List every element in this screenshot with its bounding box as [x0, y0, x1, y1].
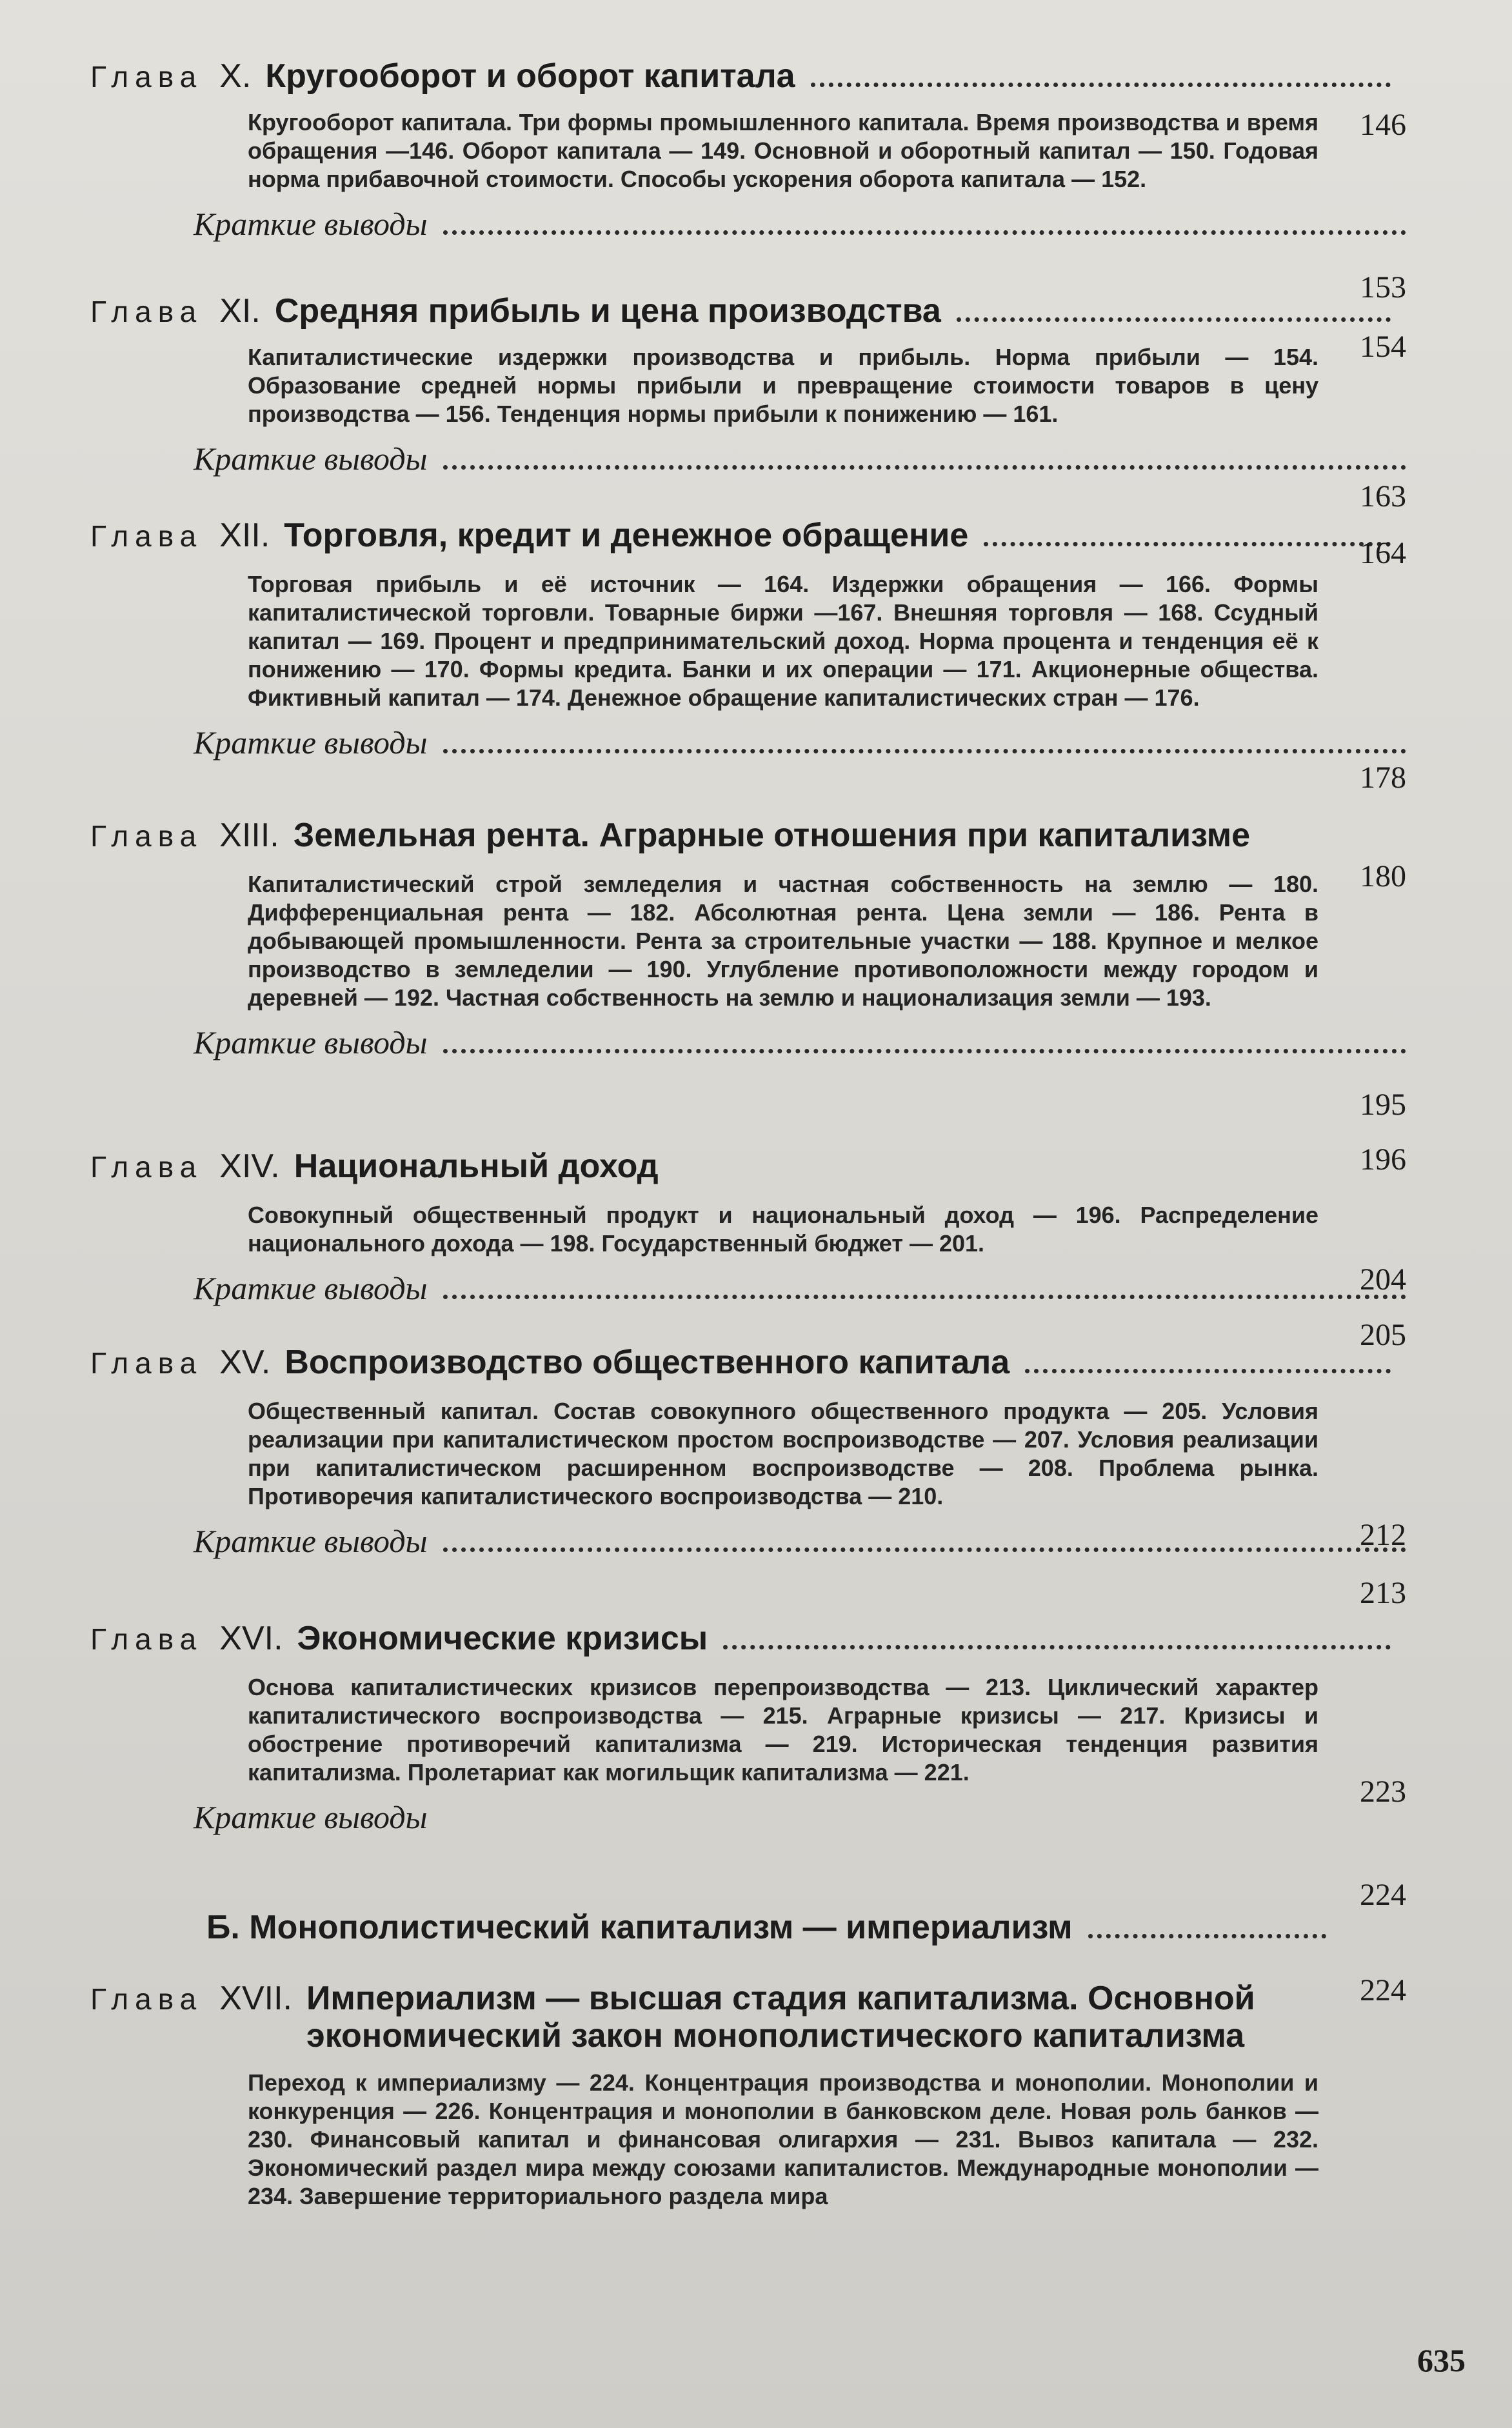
- page-number: 223: [1360, 1775, 1406, 1809]
- page-folio: 635: [1417, 2342, 1466, 2378]
- leader-dots: [723, 1645, 1391, 1649]
- chapter-10: [90, 57, 1406, 304]
- chapter-title: Средняя прибыль и цена производства: [274, 292, 941, 330]
- page-number: 146: [1360, 108, 1406, 142]
- page-number: 204: [1360, 1262, 1406, 1297]
- leader-dots: [443, 1295, 1407, 1299]
- leader-dots: [957, 317, 1391, 322]
- page-number: 224: [1360, 1973, 1406, 2007]
- chapter-word: Глава: [90, 1982, 203, 2016]
- chapter-heading: [90, 57, 1406, 95]
- leader-dots: [443, 1824, 1407, 1828]
- chapter-16: [90, 1619, 1406, 1912]
- leader-dots: [984, 542, 1391, 546]
- chapter-heading: [90, 516, 1406, 555]
- page-number: 178: [1360, 761, 1406, 795]
- brief-conclusions: [194, 1798, 1406, 1836]
- leader-dots: [1025, 1369, 1391, 1373]
- brief-label: Краткие выводы: [194, 1523, 428, 1559]
- chapter-word: Глава: [90, 1622, 203, 1656]
- leader-dots: [443, 1049, 1407, 1053]
- page-number: 154: [1360, 330, 1406, 364]
- chapter-17: [90, 1979, 1406, 2211]
- chapter-number: XI.: [219, 292, 261, 330]
- brief-conclusions: [194, 724, 1406, 761]
- chapter-heading: [90, 1343, 1406, 1382]
- chapter-15: [90, 1318, 1406, 1610]
- leader-dots: [1088, 1934, 1326, 1938]
- brief-label: Краткие выводы: [194, 724, 428, 761]
- page-number: 153: [1360, 270, 1406, 304]
- chapter-summary: Общественный капитал. Состав совокупного общественного продукта — 205. Условия реализации при капиталистическом простом воспроизводстве — 207. Условия реализации при капиталистическом расширенном воспроизводстве — 208. Проблема рынка. Противоречия капиталистического воспроизводства — 210.: [248, 1398, 1318, 1509]
- page-number: 213: [1360, 1576, 1406, 1610]
- page-number: 196: [1360, 1142, 1406, 1177]
- chapter-title: Национальный доход: [293, 1148, 659, 1185]
- chapter-heading: [90, 816, 1406, 855]
- chapter-number: X.: [219, 57, 252, 95]
- chapter-title: Империализм — высшая стадия капитализма. Основной экономический закон монополистического капитализма: [306, 1980, 1255, 2055]
- brief-label: Краткие выводы: [194, 1024, 428, 1060]
- chapter-12: [90, 516, 1406, 795]
- chapter-13: [90, 816, 1406, 1122]
- leader-dots: [674, 1173, 1391, 1177]
- page-number: 205: [1360, 1318, 1406, 1352]
- chapter-11: [90, 292, 1406, 513]
- chapter-14: [90, 1142, 1406, 1307]
- chapter-heading: [90, 1619, 1406, 1658]
- chapter-word: Глава: [90, 60, 203, 94]
- leader-dots: [443, 230, 1407, 235]
- chapter-word: Глава: [90, 819, 203, 853]
- chapter-word: Глава: [90, 519, 203, 553]
- chapter-title: Торговля, кредит и денежное обращение: [284, 517, 969, 554]
- brief-label: Краткие выводы: [194, 206, 428, 242]
- chapter-summary: Торговая прибыль и её источник — 164. Издержки обращения — 166. Формы капиталистической торговли. Товарные биржи —167. Внешняя торговля — 168. Ссудный капитал — 169. Процент и предпринимательский доход. Норма процента и тенденция её к понижению — 170. Формы кредита. Банки и их операции — 171. Акционерные общества. Фиктивный капитал — 174. Денежное обращение капиталистических стран — 176.: [248, 571, 1318, 711]
- part-b-heading: [206, 1908, 1342, 1947]
- chapter-summary: Переход к империализму — 224. Концентрация производства и монополии. Монополии и конкуренция — 226. Концентрация и монополии в банковском деле. Новая роль банков — 230. Финансовый капитал и финансовая олигархия — 231. Вывоз капитала — 232. Экономический раздел мира между союзами капиталистов. Международные монополии — 234. Завершение территориального раздела мира: [248, 2069, 1318, 2209]
- chapter-number: XV.: [219, 1344, 271, 1381]
- chapter-summary: Основа капиталистических кризисов перепроизводства — 213. Циклический характер капиталистического воспроизводства — 215. Аграрные кризисы — 217. Кризисы и обострение противоречий капитализма — 219. Историческая тенденция развития капитализма. Пролетариат как могильщик капитализма — 221.: [248, 1674, 1318, 1786]
- brief-conclusions: [194, 205, 1406, 243]
- leader-dots: [811, 83, 1391, 87]
- page-number: 180: [1360, 859, 1406, 893]
- leader-dots: [443, 465, 1407, 470]
- chapter-word: Глава: [90, 1346, 203, 1380]
- brief-label: Краткие выводы: [194, 1270, 428, 1306]
- page-number: 195: [1360, 1088, 1406, 1122]
- chapter-title: Экономические кризисы: [297, 1620, 708, 1657]
- chapter-summary: Кругооборот капитала. Три формы промышленного капитала. Время производства и время обращения —146. Оборот капитала — 149. Основной и оборотный капитал — 150. Годовая норма прибавочной стоимости. Способы ускорения оборота капитала — 152.: [248, 109, 1318, 192]
- page-number: 163: [1360, 479, 1406, 513]
- part-b-title: Б. Монополистический капитализм — империализм: [206, 1909, 1073, 1946]
- brief-conclusions: [194, 440, 1406, 477]
- chapter-title: Земельная рента. Аграрные отношения при капитализме: [293, 817, 1251, 854]
- leader-dots: [443, 749, 1407, 753]
- brief-label: Краткие выводы: [194, 1799, 428, 1835]
- chapter-word: Глава: [90, 295, 203, 328]
- chapter-summary: Капиталистический строй земледелия и частная собственность на землю — 180. Дифференциальная рента — 182. Абсолютная рента. Цена земли — 186. Рента в добывающей промышленности. Рента за строительные участки — 188. Крупное и мелкое производство в земледелии — 190. Углубление противоположности между городом и деревней — 192. Частная собственность на землю и национализация земли — 193.: [248, 871, 1318, 1011]
- brief-label: Краткие выводы: [194, 441, 428, 477]
- brief-conclusions: [194, 1024, 1406, 1061]
- page-number: 164: [1360, 536, 1406, 570]
- chapter-number: XVI.: [219, 1620, 283, 1657]
- brief-conclusions: [194, 1522, 1406, 1560]
- chapter-title: Воспроизводство общественного капитала: [284, 1344, 1010, 1381]
- chapter-heading: [90, 1147, 1406, 1186]
- chapter-number: XIV.: [219, 1148, 280, 1185]
- page-number: 212: [1360, 1518, 1406, 1552]
- chapter-word: Глава: [90, 1150, 203, 1184]
- chapter-number: XII.: [219, 517, 270, 554]
- chapter-number: XIII.: [219, 817, 279, 854]
- page-number: 224: [1360, 1878, 1406, 1912]
- leader-dots: [443, 1547, 1407, 1552]
- brief-conclusions: [194, 1269, 1406, 1307]
- chapter-title: Кругооборот и оборот капитала: [265, 57, 795, 95]
- chapter-heading: [90, 292, 1406, 330]
- chapter-number: XVII.: [219, 1980, 292, 2017]
- chapter-summary: Капиталистические издержки производства и прибыль. Норма прибыли — 154. Образование средней нормы прибыли и превращение стоимости товаров в цену производства — 156. Тенденция нормы прибыли к понижению — 161.: [248, 344, 1318, 427]
- chapter-summary: Совокупный общественный продукт и национальный доход — 196. Распределение национального дохода — 198. Государственный бюджет — 201.: [248, 1202, 1318, 1257]
- chapter-heading: [90, 1979, 1406, 2055]
